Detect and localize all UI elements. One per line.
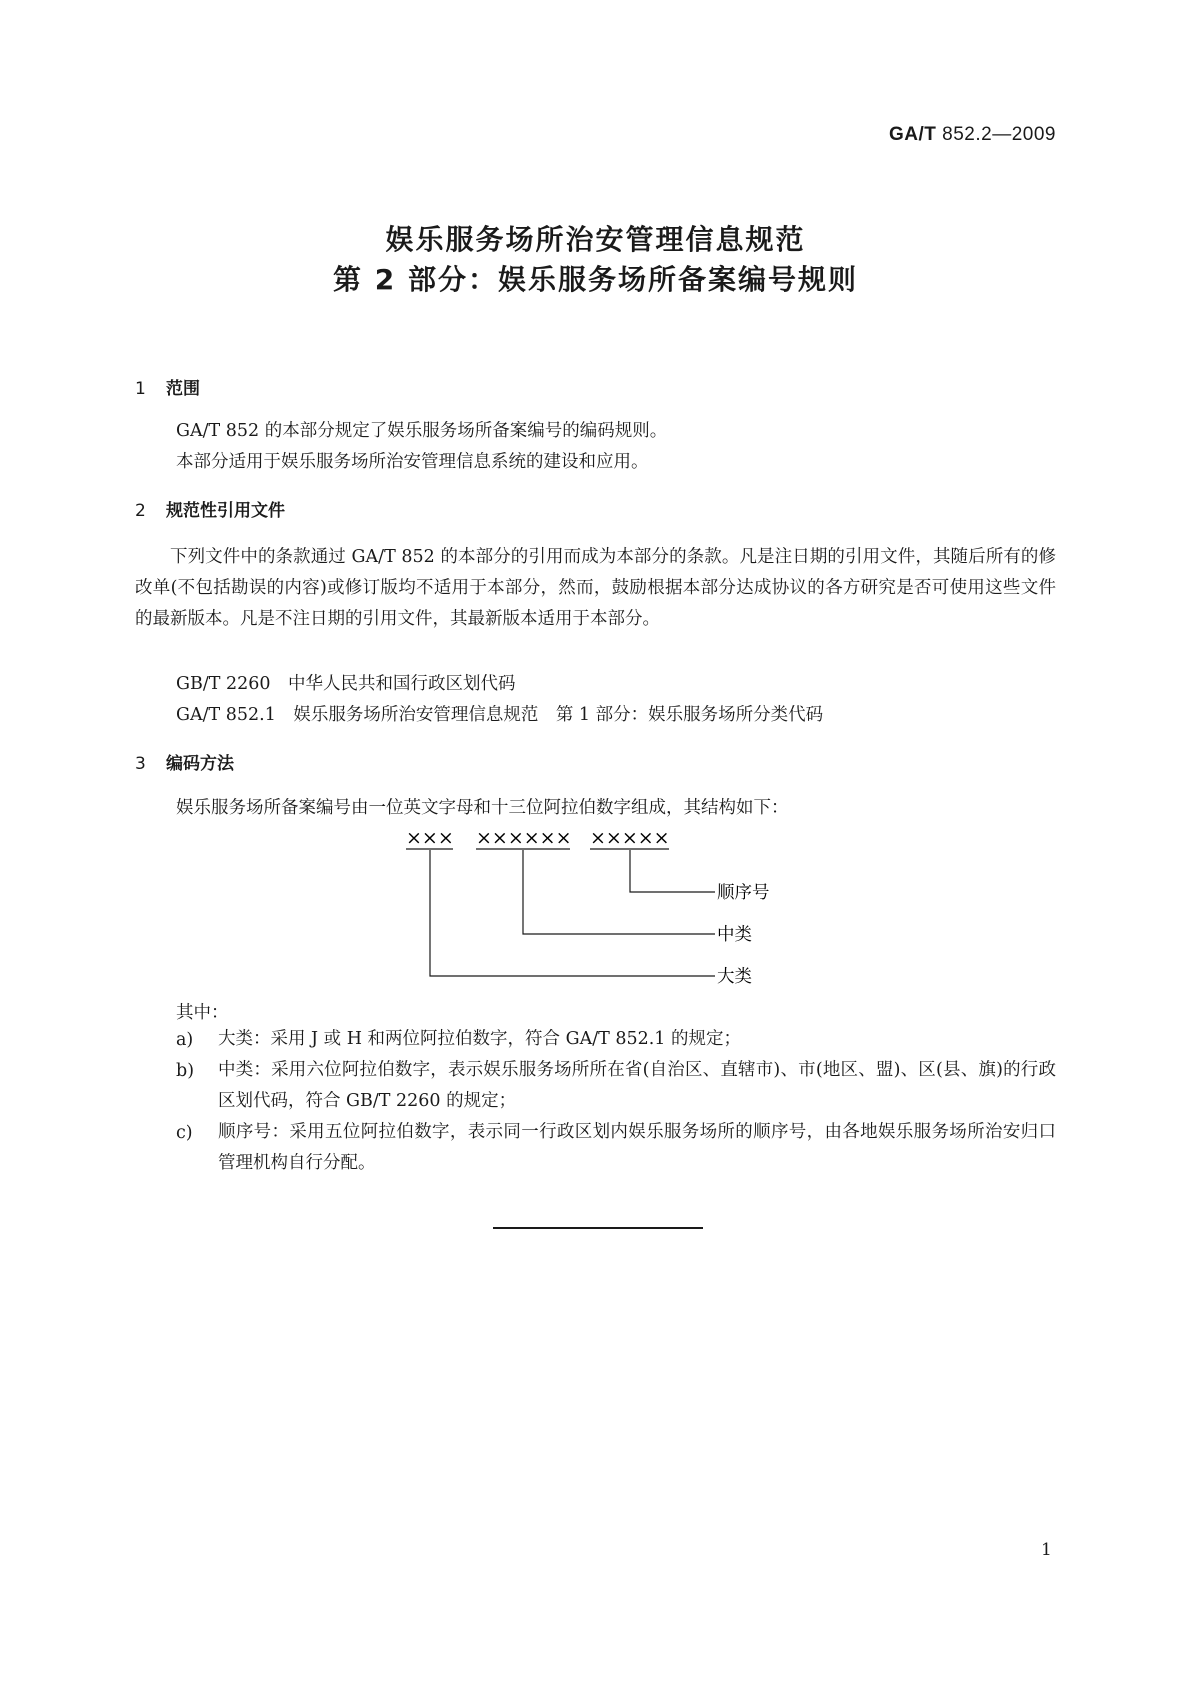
reference-title: 娱乐服务场所治安管理信息规范 第 1 部分：娱乐服务场所分类代码	[293, 705, 824, 725]
reference-code: GB/T 2260	[176, 674, 271, 694]
reference-code: GA/T 852.1	[176, 705, 276, 725]
where-label: 其中：	[176, 1003, 229, 1023]
list-item-text: 大类：采用 J 或 H 和两位阿拉伯数字，符合 GA/T 852.1 的规定；	[218, 1029, 741, 1049]
section-number: 1	[135, 379, 146, 399]
standard-code	[889, 124, 1056, 146]
page-number: 1	[1041, 1540, 1052, 1560]
reference-title: 中华人民共和国行政区划代码	[288, 674, 516, 694]
section-number: 2	[135, 501, 146, 521]
label-major-category: 大类	[717, 967, 752, 987]
end-rule	[493, 1227, 703, 1229]
list-item-label: a)	[176, 1030, 194, 1050]
section-1-paragraph-2: 本部分适用于娱乐服务场所治安管理信息系统的建设和应用。	[176, 452, 649, 472]
section-2-heading	[135, 496, 285, 521]
code-structure-diagram	[380, 824, 800, 994]
section-3-intro: 娱乐服务场所备案编号由一位英文字母和十三位阿拉伯数字组成，其结构如下：	[176, 798, 789, 818]
diagram-group-major: ×××	[406, 827, 454, 849]
section-title: 范围	[166, 379, 200, 399]
document-title: 娱乐服务场所治安管理信息规范	[385, 223, 806, 256]
section-title: 编码方法	[166, 754, 234, 774]
section-3-heading	[135, 749, 234, 774]
section-1-heading	[135, 374, 200, 399]
diagram-group-mid: ××××××	[476, 827, 572, 849]
section-number: 3	[135, 754, 146, 774]
standard-code-number: 852.2—2009	[942, 124, 1056, 145]
section-title: 规范性引用文件	[166, 501, 285, 521]
list-item-text: 顺序号：采用五位阿拉伯数字，表示同一行政区划内娱乐服务场所的顺序号，由各地娱乐服务场所治安归口管理机构自行分配。	[218, 1122, 1056, 1173]
label-mid-category: 中类	[717, 925, 752, 945]
list-item-label: c)	[176, 1123, 193, 1143]
list-item-text: 中类：采用六位阿拉伯数字，表示娱乐服务场所所在省(自治区、直辖市)、市(地区、盟)、区(县、旗)的行政区划代码，符合 GB/T 2260 的规定；	[218, 1060, 1056, 1111]
connector-seq	[630, 850, 715, 892]
list-item-label: b)	[176, 1061, 195, 1081]
label-sequence-number: 顺序号	[717, 883, 770, 903]
section-1-paragraph-1: GA/T 852 的本部分规定了娱乐服务场所备案编号的编码规则。	[176, 421, 668, 441]
diagram-group-seq: ×××××	[590, 827, 670, 849]
section-2-paragraph: 下列文件中的条款通过 GA/T 852 的本部分的引用而成为本部分的条款。凡是注日期的引用文件，其随后所有的修改单(不包括勘误的内容)或修订版均不适用于本部分，然而，鼓励根据本部分达成协议的各方研究是否可使用这些文件的最新版本。凡是不注日期的引用文件，其最新版本适用于本部分。	[135, 547, 1056, 629]
connector-major	[430, 850, 715, 976]
standard-code-prefix: GA/T	[889, 124, 937, 145]
reference-item	[176, 701, 823, 726]
document-subtitle: 第 2 部分：娱乐服务场所备案编号规则	[333, 263, 858, 296]
reference-item	[176, 670, 516, 695]
